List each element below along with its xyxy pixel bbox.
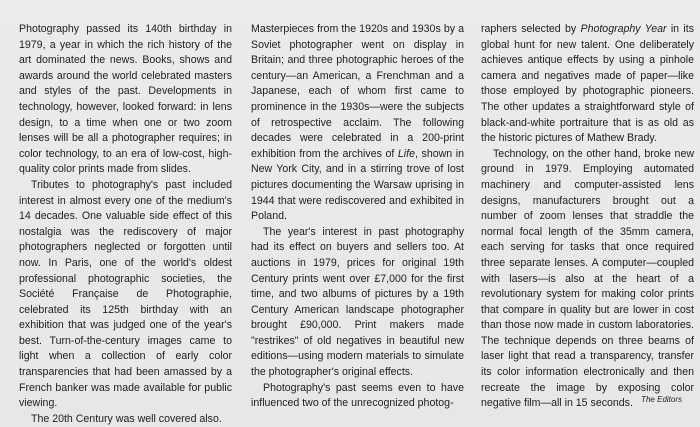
text-column-1 [19,22,232,427]
paragraph-text: The 20th Century was well covered also. [31,412,222,425]
italic-title: Life [397,147,415,160]
paragraph-text: Photography's past seems even to have influenced two of the unrecognized photog- [251,381,464,410]
paragraph [19,22,232,178]
italic-title: Photography Year [580,23,667,35]
paragraph-text: The year's interest in past photography had its effect on buyers and sellers too. At auctions in 1979, prices for original 19th Century prints went over £7,000 for the first time, and two albums of pictures by a 19th Century American landscape photographer brought £90,000. Print makers made "restrikes" of old negatives in beautiful new editions—using modern materials to simulate the photographer's original effects. [251,225,464,379]
editors-signature: The Editors [641,395,682,404]
text-column-3 [481,22,694,412]
paragraph [251,22,464,225]
paragraph-text: Photography passed its 140th birthday in 1979, a year in which the rich history of the art dominated the news. Books, shows and awards around the world celebrated masters and styles of the past. Developments in technology, however, looked forward: in lens design, to a time when one or two zoom lenses will be all a photographer requires; in color technology, to an era of low-cost, high-quality color prints made from slides. [19,23,232,176]
paragraph-text: in its global hunt for new talent. One deliberately achieves antique effects by using a pinhole camera and negatives made of paper—like those employed by photographic pioneers. The other updates a straightforward style of black-and-white portraiture that is as old as the historic pictures of Mathew Brady. [481,23,694,145]
paragraph-text: Tributes to photography's past included interest in almost every one of the medium's 14 decades. One valuable side effect of this nostalgia was the rediscovery of major photographers neglected or forgotten until now. In Paris, one of the world's oldest professional photographic societies, the Société Française de Photographie, celebrated its 125th birthday with an exhibition that was judged one of the year's best. Turn-of-the-century images came to light when a collection of early color transparencies that had been amassed by a French banker was made available for public viewing. [19,178,232,410]
paragraph-text: Technology, on the other hand, broke new ground in 1979. Employing automated machinery and computer-assisted lens designs, manufacturers brought out a number of zoom lenses that straddle the normal focal length of the 35mm camera, each serving for tasks that once required three separate lenses. A computer—coupled with lasers—is also at the heart of a revolutionary system for making color prints that compare in quality but are lower in cost than those now made in custom laboratories. The technique depends on three beams of laser light that read a transparency, transfer its color information electronically and then recreate the image by exposing color negative film—all in 15 seconds. [481,147,694,410]
paragraph [481,22,694,147]
paragraph [19,178,232,412]
paragraph [251,225,464,381]
paragraph [251,381,464,412]
text-column-2 [251,22,464,412]
paragraph-text: Masterpieces from the 1920s and 1930s by a Soviet photographer went on display in Britain; and three photographic heroes of the century—an American, a Frenchman and a Japanese, each of whom first came to prominence in the 1930s—were the subjects of retrospective acclaim. The following decades were celebrated in a 200-print exhibition from the archives of [251,23,464,160]
paragraph [481,147,694,412]
paragraph-text: raphers selected by [481,23,581,35]
paragraph-text: , shown in New York City, and in a stirring trove of lost pictures documenting the Warsaw uprising in 1944 that were rediscovered and exhibited in Poland. [251,147,464,223]
